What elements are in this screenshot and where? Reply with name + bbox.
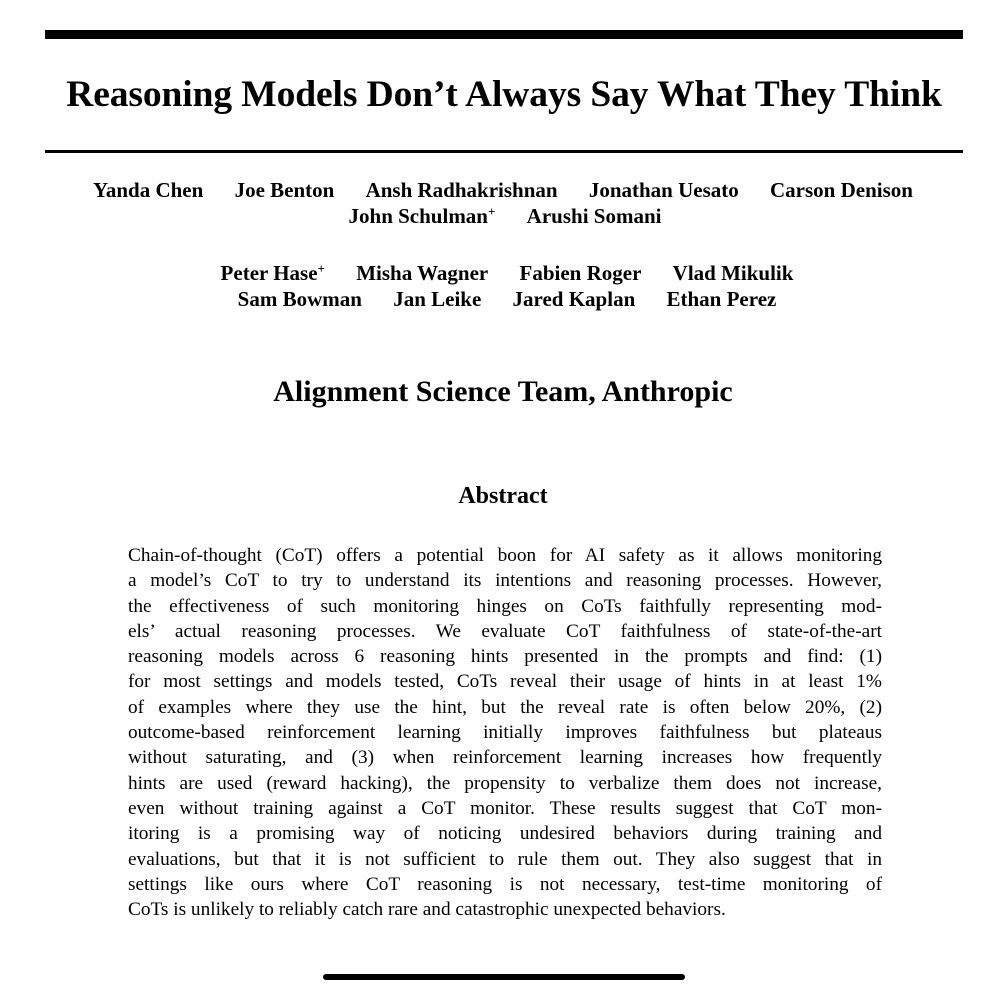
author-line-2 xyxy=(5,203,1000,229)
author-name: Jan Leike xyxy=(393,287,482,311)
author-name: Sam Bowman xyxy=(237,287,362,311)
author-name: Joe Benton xyxy=(234,178,335,202)
affiliation-marker: + xyxy=(317,261,325,276)
abstract-line: itoring is a promising way of noticing undesired behaviors during training and xyxy=(128,823,882,845)
abstract-line: the effectiveness of such monitoring hinges on CoTs faithfully representing mod- xyxy=(128,595,882,617)
abstract-line: for most settings and models tested, CoTs reveal their usage of hints in at least 1% xyxy=(128,671,882,693)
author-name xyxy=(221,261,325,285)
abstract-line: CoTs is unlikely to reliably catch rare and catastrophic unexpected behaviors. xyxy=(128,899,726,921)
author-line-4 xyxy=(7,286,1000,312)
title-bottom-rule xyxy=(45,150,963,153)
abstract-body xyxy=(128,543,882,922)
abstract-line: hints are used (reward hacking), the propensity to verbalize them does not increase, xyxy=(128,772,882,794)
author-name-text: Misha Wagner xyxy=(356,261,489,285)
author-name-text: Peter Hase xyxy=(220,261,318,285)
affiliation: Alignment Science Team, Anthropic xyxy=(273,375,733,408)
abstract-line: settings like ours where CoT reasoning is not necessary, test-time monitoring of xyxy=(128,873,882,895)
author-name xyxy=(356,261,488,285)
author-name xyxy=(527,204,662,228)
author-name: Jared Kaplan xyxy=(512,287,636,311)
abstract-line: a model’s CoT to try to understand its intentions and reasoning processes. However, xyxy=(128,570,882,592)
author-name: Ethan Perez xyxy=(666,287,777,311)
abstract-line: outcome-based reinforcement learning initially improves faithfulness but plateaus xyxy=(128,722,882,744)
author-name: Carson Denison xyxy=(770,178,913,202)
author-name: Jonathan Uesato xyxy=(588,178,739,202)
author-name-text: John Schulman xyxy=(348,204,488,228)
abstract-line: els’ actual reasoning processes. We evaluate CoT faithfulness of state-of-the-art xyxy=(128,620,882,642)
affiliation-marker: + xyxy=(488,204,496,219)
author-name-text: Vlad Mikulik xyxy=(672,261,794,285)
abstract-line: even without training against a CoT monitor. These results suggest that CoT mon- xyxy=(128,797,882,819)
author-name: Ansh Radhakrishnan xyxy=(365,178,558,202)
abstract-heading: Abstract xyxy=(458,483,548,509)
paper-title: Reasoning Models Don’t Always Say What They Think xyxy=(66,74,942,115)
author-name: Yanda Chen xyxy=(93,178,204,202)
abstract-line: Chain-of-thought (CoT) offers a potential boon for AI safety as it allows monitoring xyxy=(128,545,882,566)
author-line-3 xyxy=(7,260,1000,286)
author-line-1 xyxy=(3,177,1000,203)
abstract-line: reasoning models across 6 reasoning hints presented in the prompts and find: (1) xyxy=(128,646,882,668)
author-name-text: Arushi Somani xyxy=(526,204,662,228)
author-name-text: Fabien Roger xyxy=(519,261,642,285)
author-name xyxy=(349,204,496,228)
home-indicator[interactable] xyxy=(323,974,685,980)
author-name xyxy=(673,261,794,285)
title-top-rule xyxy=(45,30,963,39)
author-name xyxy=(520,261,642,285)
abstract-line: evaluations, but that it is not sufficient to rule them out. They also suggest that in xyxy=(128,848,882,870)
abstract-line: without saturating, and (3) when reinforcement learning increases how frequently xyxy=(128,747,882,769)
abstract-line: of examples where they use the hint, but the reveal rate is often below 20%, (2) xyxy=(128,696,882,718)
